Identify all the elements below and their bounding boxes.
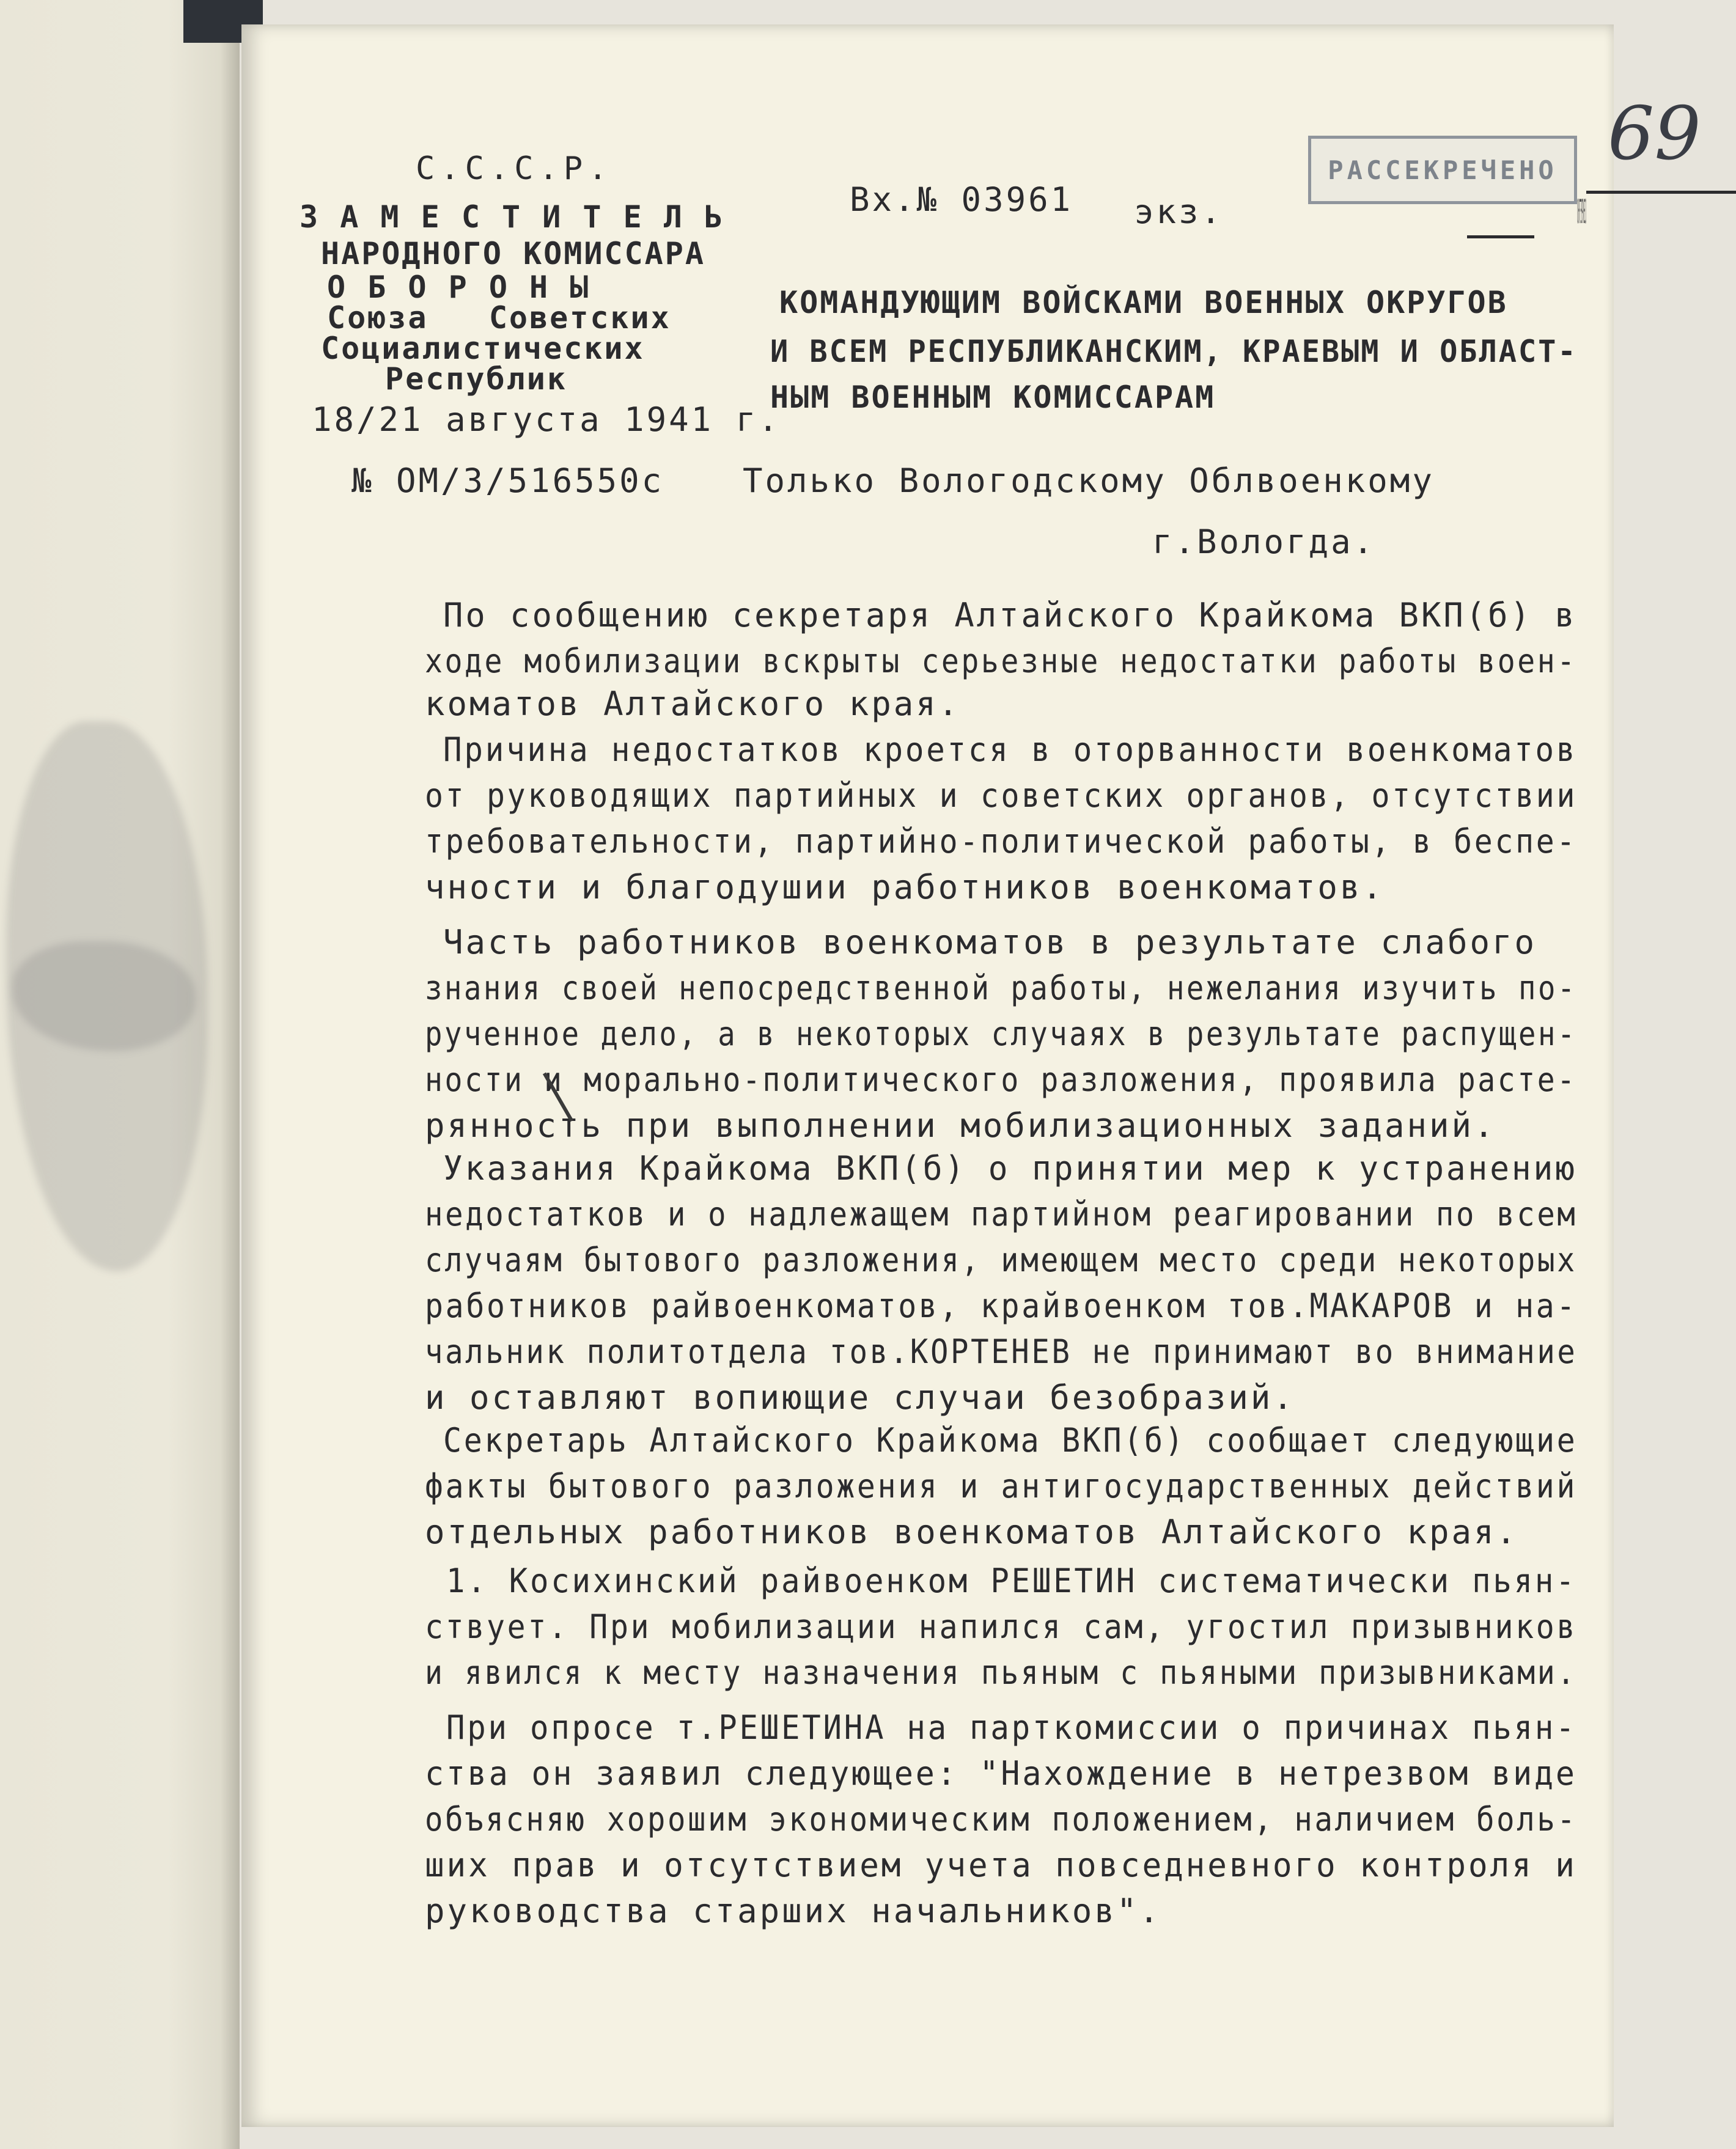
body-line: коматов Алтайского края. — [425, 685, 961, 723]
body-line: руководства старших начальников". — [425, 1892, 1161, 1930]
body-line: и явился к месту назначения пьяным с пьяными призывниками. — [425, 1653, 1577, 1692]
secret-underline — [1586, 191, 1736, 194]
addressee-line-1: КОМАНДУЮЩИМ ВОЙСКАМИ ВОЕННЫХ ОКРУГОВ — [779, 285, 1508, 320]
body-line: факты бытового разложения и антигосударственных действий — [425, 1467, 1578, 1505]
sender-title-2: НАРОДНОГО КОМИССАРА — [321, 236, 705, 271]
body-line: Часть работников военкоматов в результате слабого — [443, 923, 1537, 961]
body-line: работников райвоенкоматов, крайвоенком тов.МАКАРОВ и на- — [425, 1287, 1578, 1325]
sender-union: Союза Советских — [327, 300, 671, 336]
stamp-text: РАССЕКРЕЧЕНО — [1328, 155, 1558, 185]
secret-label: СЕКРЕТНО — [1577, 193, 1586, 231]
handwritten-page-number: 69 — [1608, 92, 1701, 177]
addressee-line-2: И ВСЕМ РЕСПУБЛИКАНСКИМ, КРАЕВЫМ И ОБЛАСТ- — [770, 334, 1578, 369]
body-line: отдельных работников военкоматов Алтайского края. — [425, 1513, 1519, 1551]
body-line: чальник политотдела тов.КОРТЕНЕВ не принимают во внимание — [425, 1332, 1578, 1371]
sender-date: 18/21 августа 1941 г. — [312, 400, 781, 439]
sender-title: З А М Е С Т И Т Е Л Ь — [300, 199, 725, 235]
body-line: При опросе т.РЕШЕТИНА на парткомиссии о причинах пьян- — [446, 1708, 1577, 1747]
incoming-number: Вх.№ 03961 — [850, 180, 1073, 219]
body-line: Секретарь Алтайского Крайкома ВКП(б) сообщает следующие — [443, 1421, 1578, 1460]
copy-label: экз. — [1134, 193, 1224, 231]
body-line: ства он заявил следующее: "Нахождение в нетрезвом виде — [425, 1754, 1577, 1793]
copy-underline — [1467, 235, 1534, 238]
body-line: ходе мобилизации вскрыты серьезные недостатки работы воен- — [425, 642, 1577, 680]
body-line: требовательности, партийно-политической работы, в беспе- — [425, 822, 1578, 861]
body-line: Причина недостатков кроется в оторванности военкоматов — [443, 730, 1578, 769]
body-line: ствует. При мобилизации напился сам, угостил призывников — [425, 1607, 1578, 1646]
body-line: ности и морально-политического разложения, проявила расте- — [425, 1060, 1577, 1099]
body-line: рученное дело, а в некоторых случаях в результате распущен- — [425, 1015, 1577, 1053]
body-line: чности и благодушии работников военкоматов. — [425, 868, 1385, 906]
body-line: По сообщению секретаря Алтайского Крайкома ВКП(б) в — [443, 596, 1577, 634]
body-line: рянность при выполнении мобилизационных заданий. — [425, 1106, 1496, 1145]
sender-union-3: Республик — [385, 361, 567, 397]
addressee-line-3: НЫМ ВОЕННЫМ КОМИССАРАМ — [770, 380, 1216, 415]
body-line: случаям бытового разложения, имеющем место среди некоторых — [425, 1241, 1577, 1279]
body-line: недостатков и о надлежащем партийном реагировании по всем — [425, 1195, 1578, 1233]
sender-union-2: Социалистических — [321, 331, 645, 366]
document-page — [241, 24, 1701, 2127]
body-line: ших прав и отсутствием учета повседневного контроля и — [425, 1846, 1577, 1884]
sender-title-3: О Б О Р О Н Ы — [327, 270, 590, 305]
sender-number: № ОМ/3/516550с — [351, 461, 664, 500]
body-line: знания своей непосредственной работы, нежелания изучить по- — [425, 969, 1577, 1007]
body-line: Указания Крайкома ВКП(б) о принятии мер к устранению — [443, 1149, 1577, 1188]
declassified-stamp — [1308, 136, 1577, 204]
body-line: объясняю хорошим экономическим положением, наличием боль- — [425, 1800, 1578, 1839]
body-line: 1. Косихинский райвоенком РЕШЕТИН систематически пьян- — [446, 1562, 1577, 1600]
body-line: от руководящих партийных и советских органов, отсутствии — [425, 776, 1578, 815]
body-line: и оставляют вопиющие случаи безобразий. — [425, 1378, 1295, 1417]
addressee-city: г.Вологда. — [1152, 523, 1376, 561]
sender-country: С.С.С.Р. — [416, 150, 613, 187]
addressee-only: Только Вологодскому Облвоенкому — [743, 461, 1435, 500]
